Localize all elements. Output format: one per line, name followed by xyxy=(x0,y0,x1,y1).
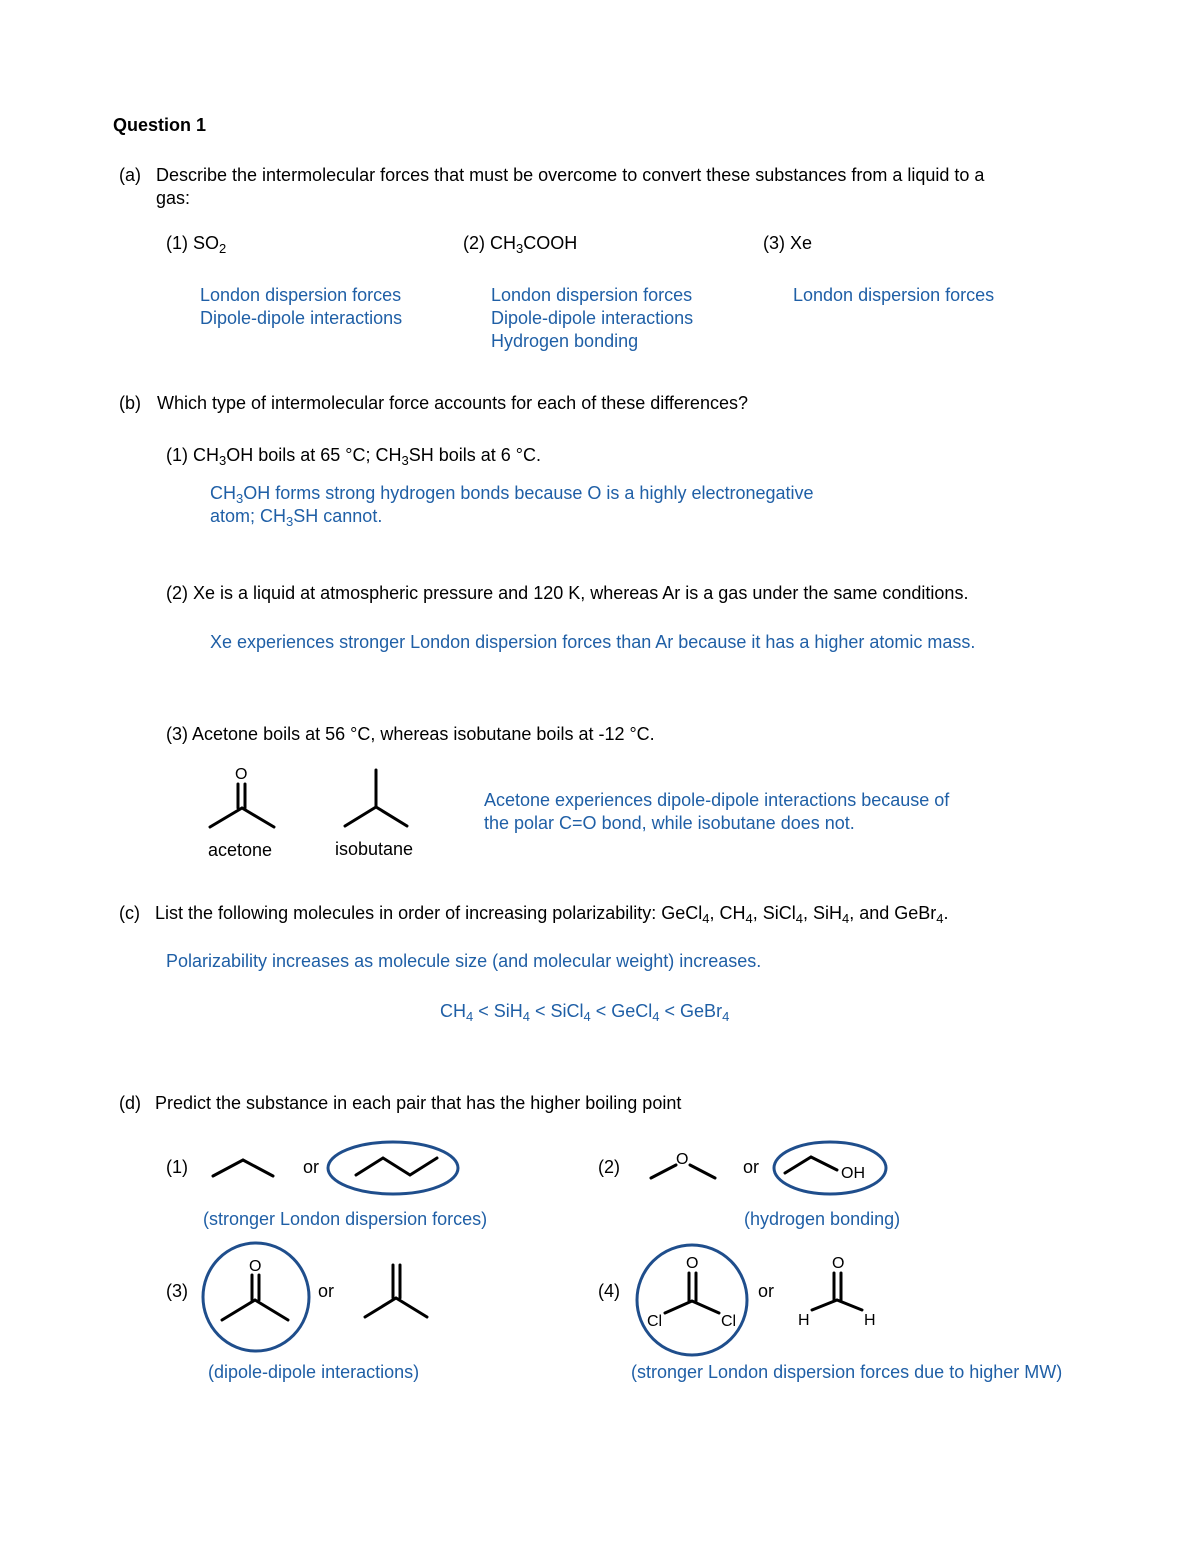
d-pair-2-or: or xyxy=(743,1157,760,1177)
a-item-2-answer-2: Dipole-dipole interactions xyxy=(491,308,694,328)
d-pair-3-label: (3) xyxy=(166,1281,188,1301)
d-pair-1-or: or xyxy=(303,1157,320,1177)
a-item-2-answer-3: Hydrogen bonding xyxy=(491,331,639,351)
a-item-1-answer-2: Dipole-dipole interactions xyxy=(200,308,403,328)
pair3-oxygen-atom: O xyxy=(249,1258,262,1275)
formaldehyde-hydrogen-right: H xyxy=(864,1312,876,1329)
part-c-prompt: List the following molecules in order of increasing polarizability: GeCl$_4$, $CH_4$, SiCl$_4$, SiH$_4$, and GeBr$_4$. xyxy=(155,903,949,926)
polarizability-order: $CH_4 < SiH_4$ < SiCl$_4$ < GeCl$_4$ < GeBr$_4$ xyxy=(440,1001,730,1024)
a-item-3-answer-1: London dispersion forces xyxy=(793,285,995,305)
ethanol-structure-circled xyxy=(771,1140,891,1198)
ether-oxygen-atom: O xyxy=(676,1151,689,1168)
a-item-2-answer-1: London dispersion forces xyxy=(491,285,693,305)
d-pair-1-label: (1) xyxy=(166,1157,188,1177)
formaldehyde-hydrogen-left: H xyxy=(798,1312,810,1329)
acetone-structure xyxy=(200,760,290,835)
propane-structure xyxy=(210,1150,280,1185)
b-q1-answer-line1: $CH_3OH$ forms strong hydrogen bonds because O is a highly electronegative xyxy=(210,483,814,506)
b-q2-text: (2) Xe is a liquid at atmospheric pressure and 120 K, whereas Ar is a gas under the same conditions. xyxy=(166,583,969,603)
part-d-label: (d) xyxy=(119,1093,141,1113)
part-c-answer: Polarizability increases as molecule size (and molecular weight) increases. xyxy=(166,951,762,971)
a-item-2-label: (2) $CH_3COOH$ xyxy=(463,233,578,256)
a-item-3-label: (3) Xe xyxy=(763,233,813,253)
a-item-1-answer-1: London dispersion forces xyxy=(200,285,402,305)
part-a-prompt-cont: gas: xyxy=(156,188,191,208)
b-q3-answer-line2: the polar C=O bond, while isobutane does not. xyxy=(484,813,855,833)
isobutane-structure xyxy=(340,765,420,830)
d-pair-4-label: (4) xyxy=(598,1281,620,1301)
d-pair-4-or: or xyxy=(758,1281,775,1301)
acetone-structure-circled xyxy=(200,1240,312,1355)
d-pair-1-answer: (stronger London dispersion forces) xyxy=(203,1209,488,1229)
part-b-label: (b) xyxy=(119,393,141,413)
b-q1-answer-line2: atom; $CH_3SH$ cannot. xyxy=(210,506,383,529)
butane-structure-circled xyxy=(326,1140,466,1200)
phosgene-oxygen-atom: O xyxy=(686,1255,699,1272)
phosgene-structure-circled xyxy=(635,1243,751,1358)
phosgene-chlorine-left: Cl xyxy=(647,1313,663,1330)
b-q1-text: (1) $CH_3OH$ boils at 65 °C; $CH_3SH$ boils at 6 °C. xyxy=(166,445,541,468)
dimethyl-ether-structure xyxy=(648,1148,723,1183)
phosgene-chlorine-right: Cl xyxy=(721,1313,737,1330)
isobutylene-structure xyxy=(360,1260,435,1325)
formaldehyde-oxygen-atom: O xyxy=(832,1255,845,1272)
b-q3-text: (3) Acetone boils at 56 °C, whereas isobutane boils at -12 °C. xyxy=(166,724,655,744)
part-a-prompt: Describe the intermolecular forces that must be overcome to convert these substances from a liquid to a xyxy=(156,165,985,185)
part-b-prompt: Which type of intermolecular force accounts for each of these differences? xyxy=(157,393,748,413)
b-q3-answer-line1: Acetone experiences dipole-dipole interactions because of xyxy=(484,790,950,810)
b-q2-answer: Xe experiences stronger London dispersion forces than Ar because it has a higher atomic mass. xyxy=(210,632,976,652)
part-d-prompt: Predict the substance in each pair that has the higher boiling point xyxy=(155,1093,682,1113)
part-a-label: (a) xyxy=(119,165,141,185)
d-pair-4-answer: (stronger London dispersion forces due to higher MW) xyxy=(631,1362,1063,1382)
acetone-oxygen-atom: O xyxy=(235,766,248,783)
d-pair-3-or: or xyxy=(318,1281,335,1301)
a-item-1-label: (1) $SO_2$ xyxy=(166,233,227,256)
d-pair-3-answer: (dipole-dipole interactions) xyxy=(208,1362,420,1382)
isobutane-label: isobutane xyxy=(335,839,414,859)
question-title: Question 1 xyxy=(113,115,207,135)
acetone-label: acetone xyxy=(208,840,273,860)
d-pair-2-label: (2) xyxy=(598,1157,620,1177)
formaldehyde-structure xyxy=(790,1250,885,1335)
ethanol-hydroxyl-group: OH xyxy=(841,1165,865,1182)
part-c-label: (c) xyxy=(119,903,140,923)
d-pair-2-answer: (hydrogen bonding) xyxy=(744,1209,901,1229)
